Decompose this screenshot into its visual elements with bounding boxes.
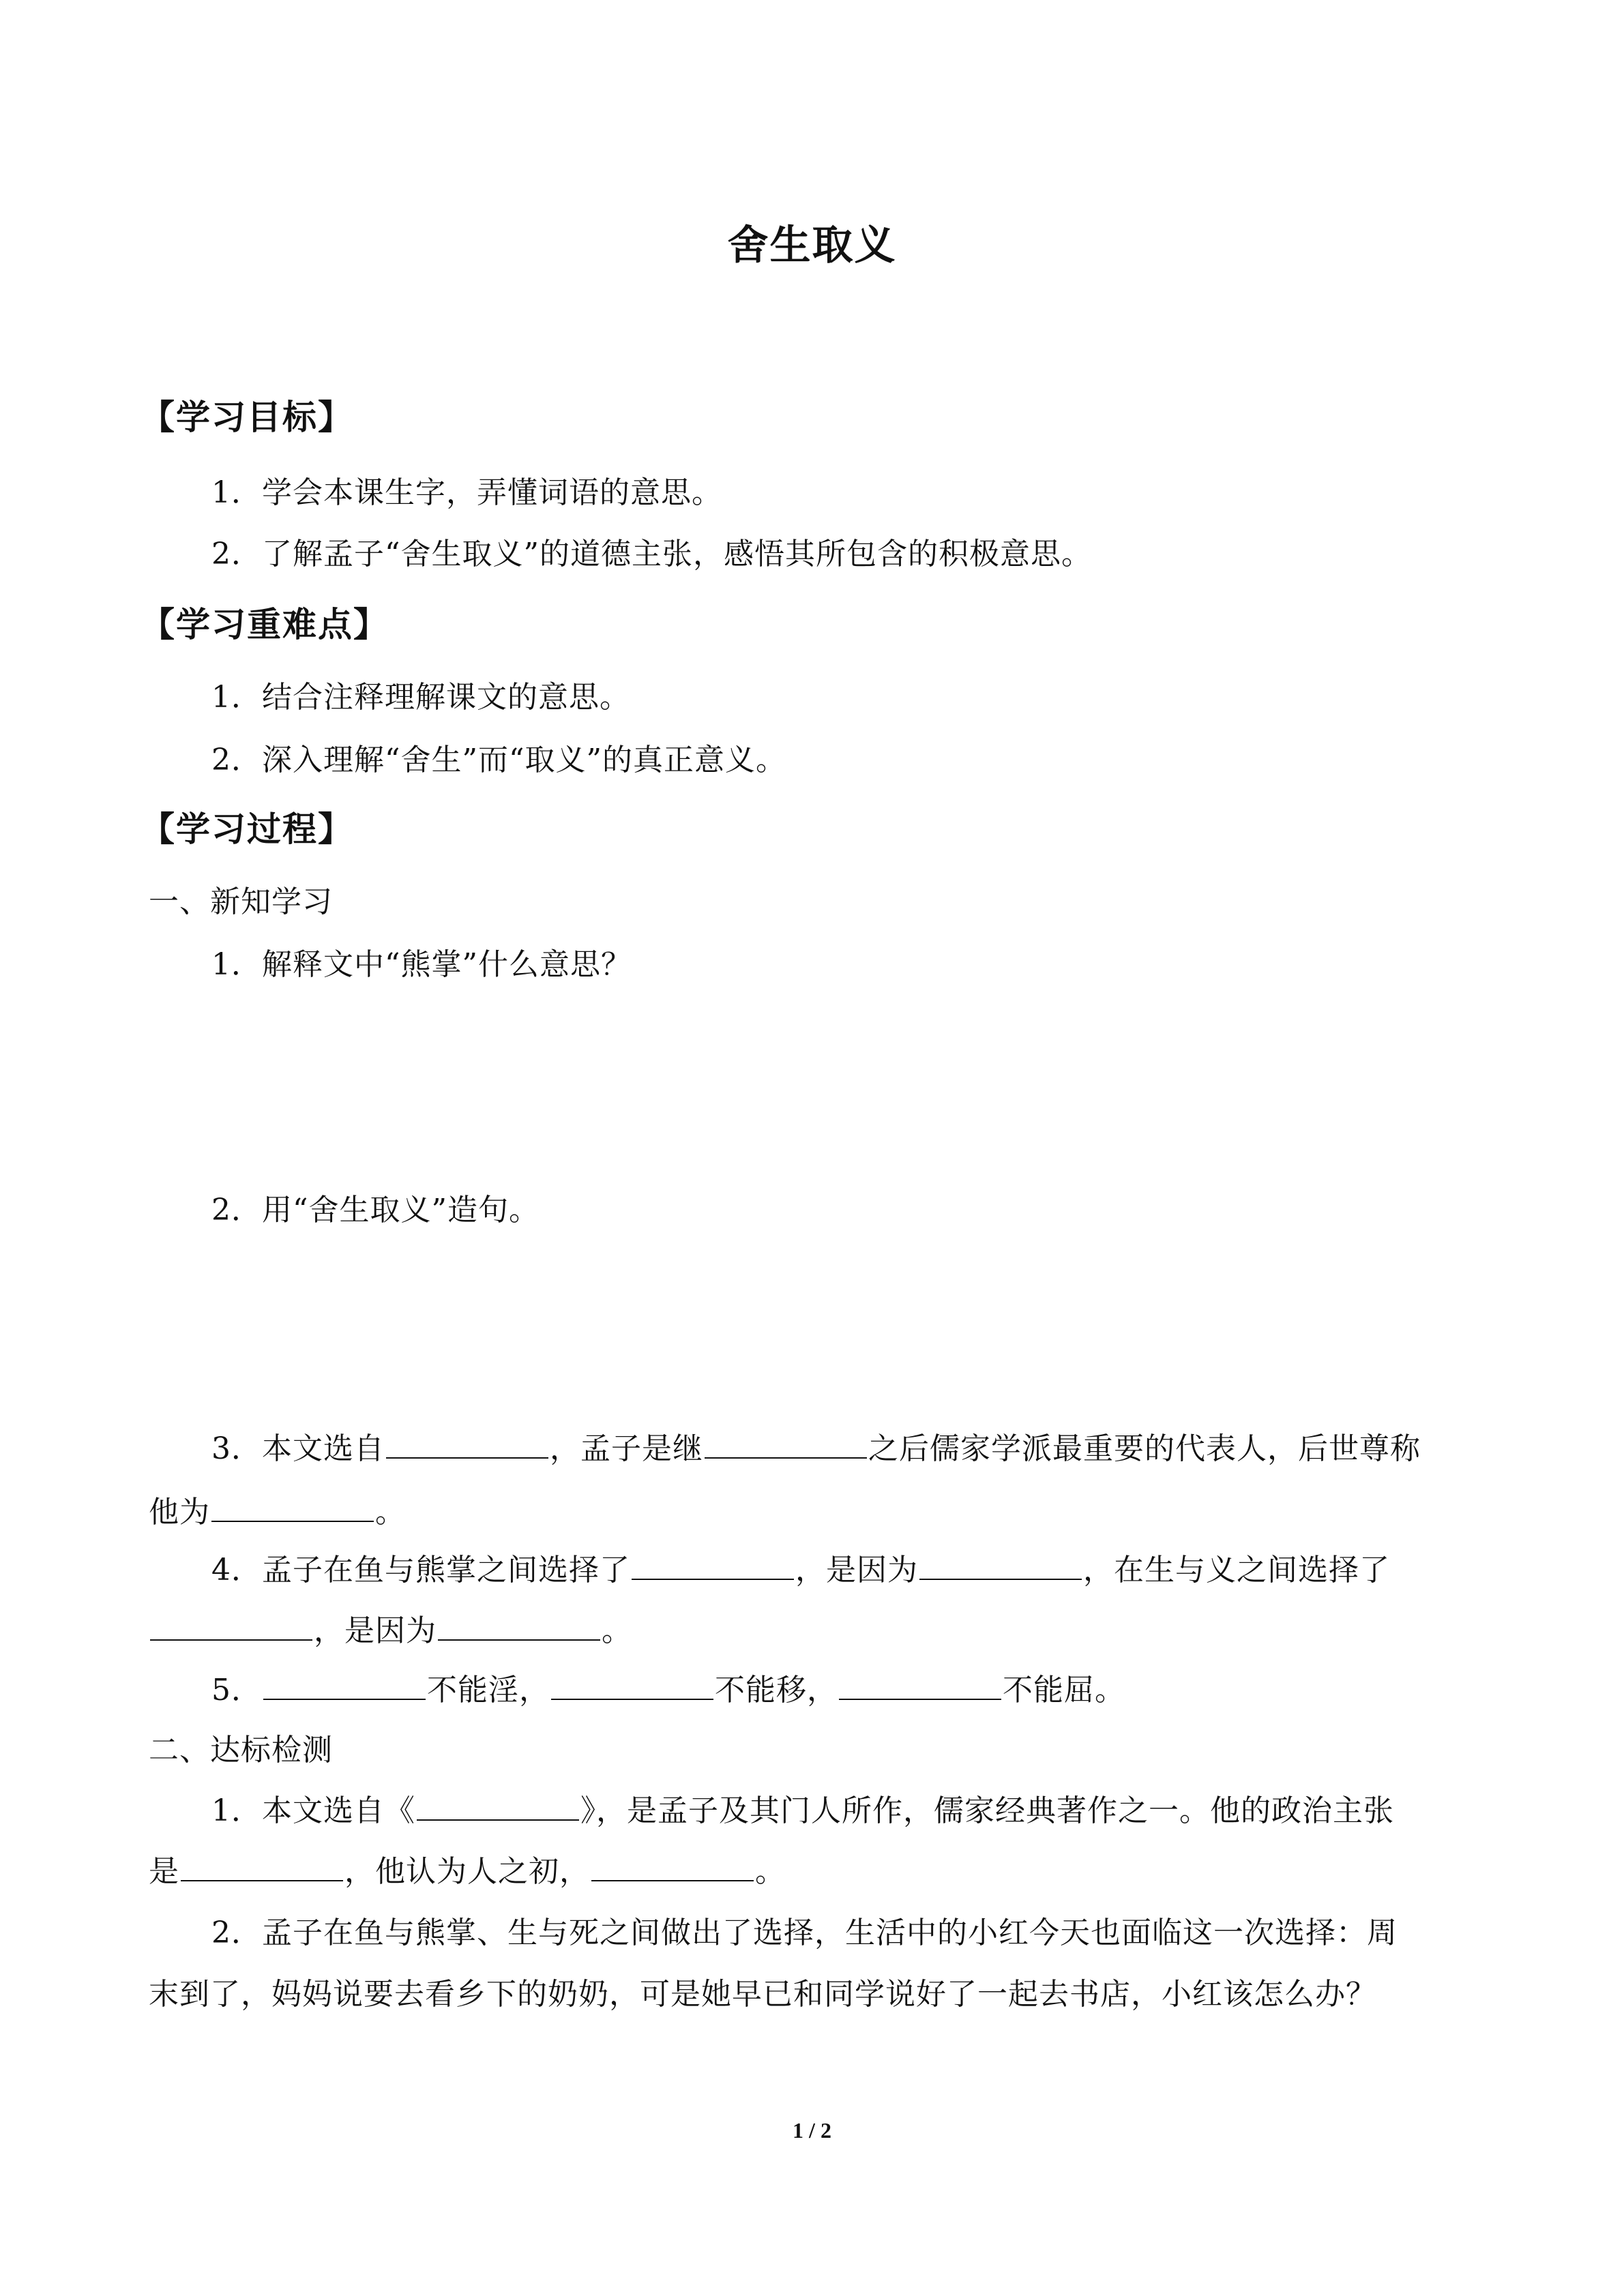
part1-title: 一、新知学习: [149, 884, 333, 919]
part2-question-1-line1: [211, 1791, 1394, 1832]
q4-text-c: ，在生与义之间选择了: [1083, 1553, 1390, 1587]
q4-text-e: 。: [602, 1613, 632, 1648]
q3-blank-1[interactable]: [386, 1430, 548, 1459]
q3-blank-3[interactable]: [211, 1493, 374, 1522]
q3-text-b: ，孟子是继: [550, 1431, 703, 1466]
p2q1-blank-3[interactable]: [591, 1853, 754, 1881]
q5-blank-2[interactable]: [551, 1671, 713, 1700]
p2q1-text-a: 1．本文选自《: [211, 1793, 415, 1828]
q4-text-b: ，是因为: [795, 1553, 918, 1587]
part1-question-3-line2: [149, 1492, 406, 1533]
q5-text-a: 5．: [211, 1673, 262, 1708]
q3-text-f: 。: [375, 1495, 406, 1530]
q4-blank-3[interactable]: [150, 1612, 312, 1641]
goal-item-2: 2．了解孟子“舍生取义”的道德主张，感悟其所包含的积极意思。: [211, 537, 1092, 571]
process-heading: 【学习过程】: [141, 809, 353, 849]
q3-text-c: 之后儒家学派最重要的代表人: [868, 1431, 1267, 1466]
q4-blank-2[interactable]: [919, 1551, 1082, 1580]
page-number: 1 / 2: [793, 2118, 831, 2143]
q4-blank-1[interactable]: [632, 1551, 794, 1580]
part1-question-1: 1．解释文中“熊掌”什么意思？: [211, 947, 632, 982]
part1-question-5: [211, 1670, 1125, 1711]
q4-text-a: 4．孟子在鱼与熊掌之间选择了: [211, 1553, 630, 1587]
p2q1-blank-2[interactable]: [181, 1853, 343, 1881]
key-point-item-1: 1．结合注释理解课文的意思。: [211, 680, 630, 715]
goal-item-1: 1．学会本课生字，弄懂词语的意思。: [211, 475, 722, 510]
q5-text-c: 不能移，: [715, 1673, 838, 1708]
page-title: 舍生取义: [727, 222, 897, 269]
p2q1-text-c: 是: [149, 1854, 179, 1889]
p2q1-text-d: ，他认为人之初，: [344, 1854, 590, 1889]
q4-text-d: ，是因为: [314, 1613, 437, 1648]
goals-heading: 【学习目标】: [141, 398, 353, 437]
q5-text-d: 不能屈。: [1003, 1673, 1125, 1708]
q5-blank-3[interactable]: [839, 1671, 1001, 1700]
part1-question-3-line1: [211, 1429, 1421, 1470]
p2q1-text-e: 。: [755, 1854, 786, 1889]
q3-text-a: 3．本文选自: [211, 1431, 385, 1466]
q3-text-d: ，后世尊称: [1267, 1431, 1421, 1466]
part2-question-2-line2: 末到了，妈妈说要去看乡下的奶奶，可是她早已和同学说好了一起去书店，小红该怎么办？: [149, 1977, 1376, 2012]
p2q1-blank-1[interactable]: [417, 1792, 579, 1821]
key-points-heading: 【学习重难点】: [141, 605, 389, 644]
q3-text-e: 他为: [149, 1495, 210, 1530]
part1-question-4-line1: [211, 1550, 1390, 1591]
part2-question-1-line2: [149, 1851, 786, 1892]
part1-question-4-line2: [149, 1611, 632, 1652]
q5-blank-1[interactable]: [263, 1671, 426, 1700]
q5-text-b: 不能淫，: [427, 1673, 550, 1708]
p2q1-text-b: 》，是孟子及其门人所作，儒家经典著作之一。他的政治主张: [580, 1793, 1394, 1828]
part2-title: 二、达标检测: [149, 1733, 333, 1768]
q4-blank-4[interactable]: [438, 1612, 600, 1641]
part2-question-2-line1: 2．孟子在鱼与熊掌、生与死之间做出了选择，生活中的小红今天也面临这一次选择：周: [211, 1915, 1398, 1950]
part1-question-2: 2．用“舍生取义”造句。: [211, 1193, 540, 1227]
key-point-item-2: 2．深入理解“舍生”而“取义”的真正意义。: [211, 743, 786, 777]
q3-blank-2[interactable]: [705, 1430, 867, 1459]
